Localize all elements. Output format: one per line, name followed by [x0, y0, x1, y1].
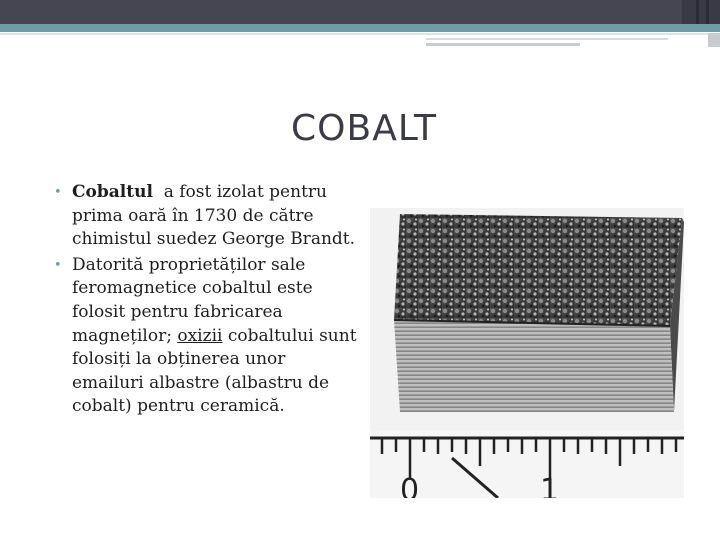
corner-stripe: [696, 0, 699, 24]
divider-line: [426, 38, 668, 40]
slide-title: COBALT: [291, 108, 437, 149]
underlined-term: oxizii: [177, 325, 223, 346]
ruler-label-1: 1: [540, 473, 560, 498]
bullet-text: cobaltului sunt folosiți la obținerea unor emailuri albastre (albastru de cobalt) pentru ceramică.: [72, 325, 357, 417]
block-top-face: [394, 214, 682, 326]
bullet-marker: •: [54, 185, 62, 200]
accent-bar: [0, 24, 720, 32]
bold-term: Cobaltul: [72, 182, 153, 202]
bullet-item: [52, 254, 362, 419]
divider-line: [426, 43, 580, 46]
top-bar-corner: [682, 0, 720, 24]
cobalt-sample-photo: [370, 208, 684, 498]
top-bar: [0, 0, 720, 24]
ruler-label-0: 0: [400, 473, 420, 498]
slide-body: [52, 181, 362, 421]
corner-stripe: [706, 0, 709, 24]
bullet-item: [52, 181, 362, 252]
bullet-text: Datorită proprietăților sale feromagnetice cobaltul este folosit pentru fabricarea magneților;: [72, 254, 313, 346]
block-front-face: [394, 320, 674, 412]
cobalt-block-image: [370, 208, 684, 498]
divider-block: [708, 33, 720, 47]
divider-line: [0, 33, 720, 35]
bullet-marker: •: [54, 257, 62, 273]
bullet-text: a fost izolat pentru prima oară în 1730 de către chimistul suedez George Brandt.: [72, 182, 356, 250]
